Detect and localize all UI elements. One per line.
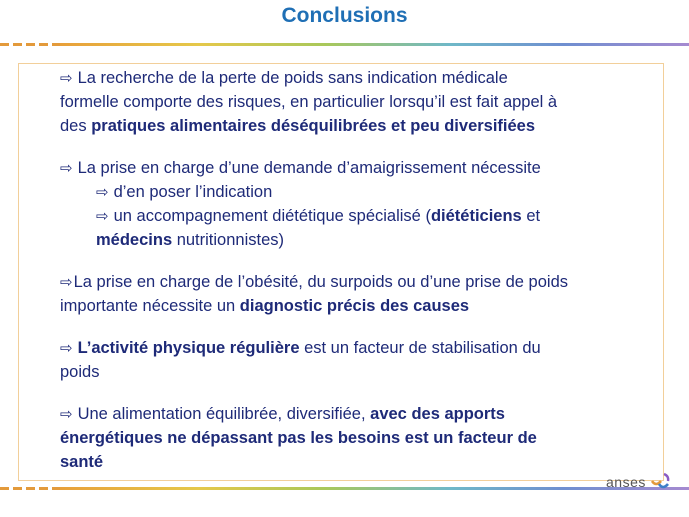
logo-mark-icon <box>650 472 672 492</box>
arrow-icon: ⇨ <box>60 405 73 423</box>
arrow-icon: ⇨ <box>96 183 109 201</box>
bullet-5: ⇨ Une alimentation équilibrée, diversifiée, avec des apports énergétiques ne dépassant pas les besoins est un facteur de santé <box>60 402 660 474</box>
bullet-4: ⇨ L’activité physique régulière est un facteur de stabilisation du poids <box>60 336 660 384</box>
bullet-1: ⇨ La recherche de la perte de poids sans indication médicale formelle comporte des risques, en particulier lorsqu’il est fait appel à des pratiques alimentaires déséquilibrées et peu diversifiées <box>60 66 660 138</box>
slide-title: Conclusions <box>281 4 408 27</box>
arrow-icon: ⇨ <box>96 207 109 225</box>
arrow-icon: ⇨ <box>60 339 73 357</box>
bottom-decorative-band <box>0 487 689 490</box>
bullet-2: ⇨ La prise en charge d’une demande d’amaigrissement nécessite ⇨ d’en poser l’indication ⇨ un accompagnement diététique spécialisé (diététiciens et médecins nutritionnistes) <box>60 156 660 252</box>
bullet-list <box>60 66 660 492</box>
arrow-icon: ⇨ <box>60 273 73 291</box>
arrow-icon: ⇨ <box>60 159 73 177</box>
arrow-icon: ⇨ <box>60 69 73 87</box>
bullet-3: ⇨La prise en charge de l’obésité, du surpoids ou d’une prise de poids importante nécessite un diagnostic précis des causes <box>60 270 660 318</box>
top-decorative-band <box>0 43 689 46</box>
